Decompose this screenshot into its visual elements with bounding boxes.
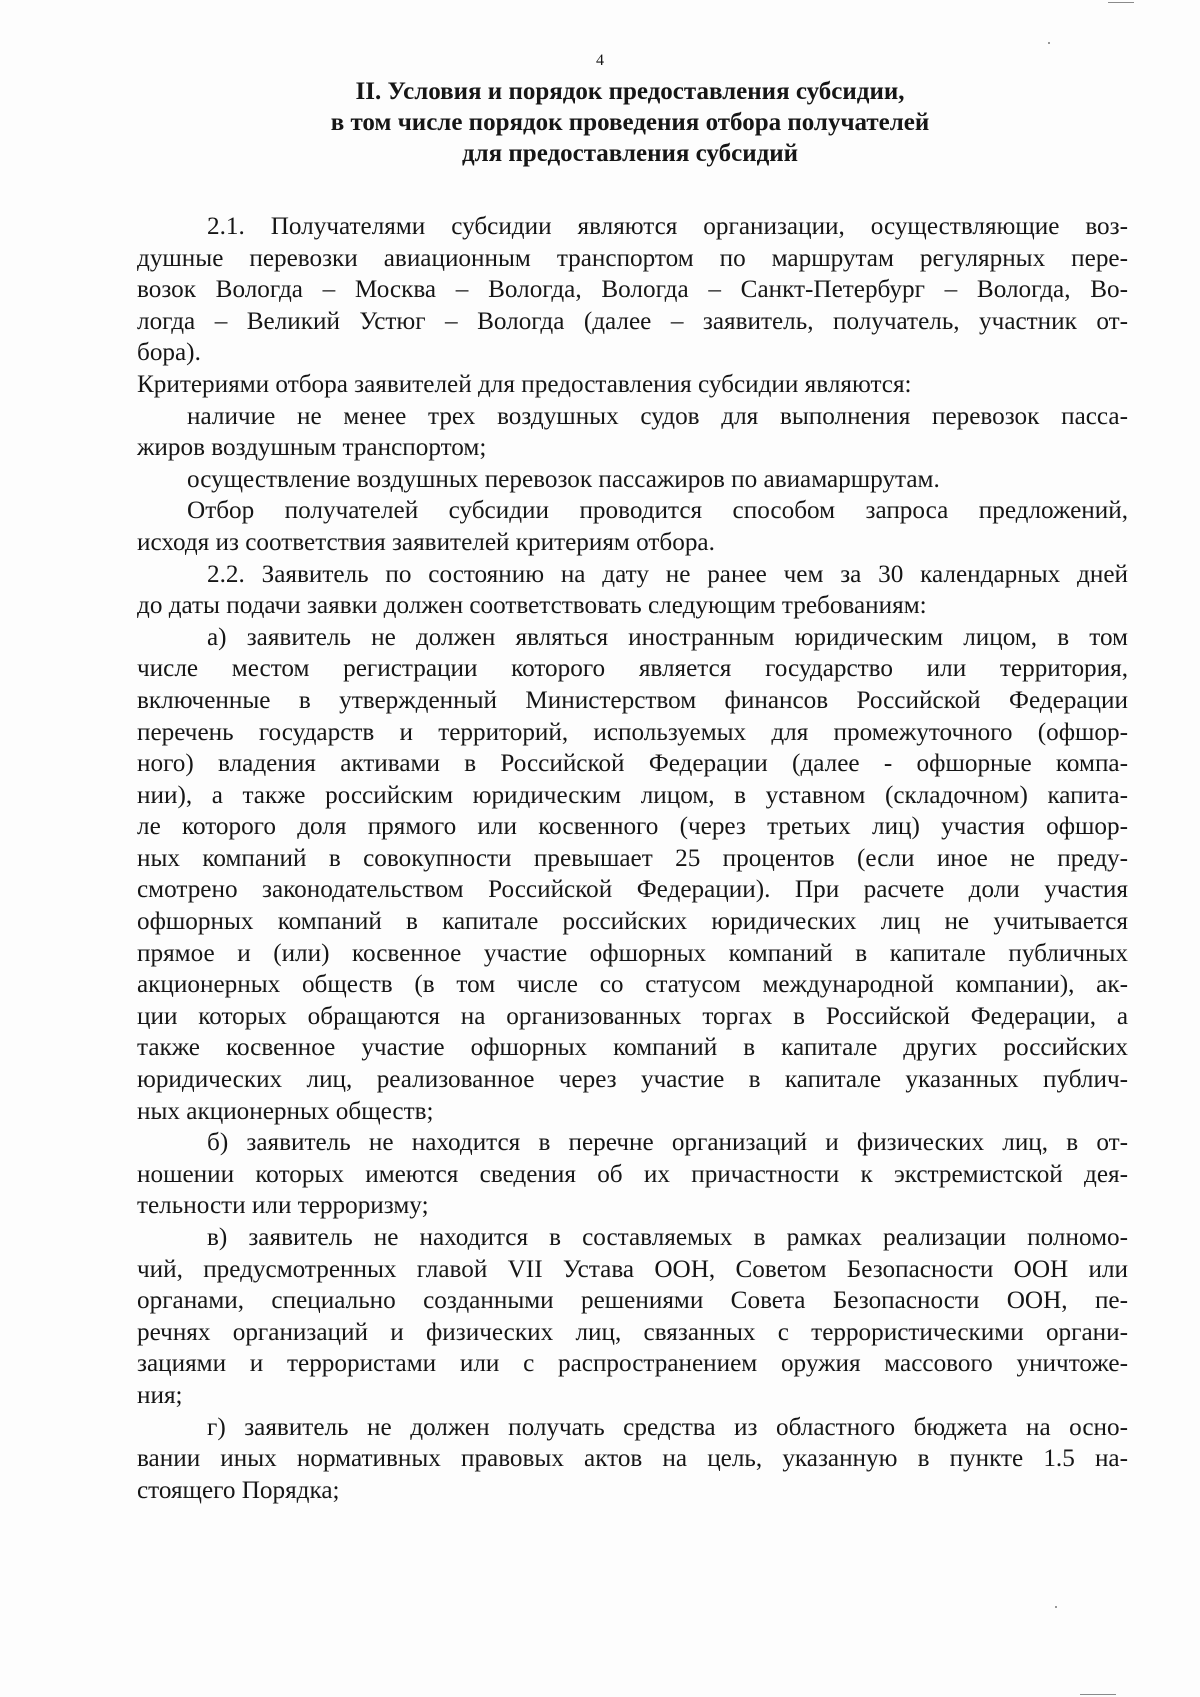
text-line: ношении которых имеются сведения об их причастности к экстремистской дея- <box>137 1160 1128 1188</box>
text-line: жиров воздушным транспортом; <box>137 434 487 462</box>
item-a <box>137 622 1128 1128</box>
page-number: 4 <box>596 52 604 69</box>
heading-line: в том числе порядок проведения отбора получателей <box>330 109 930 136</box>
text-line: стоящего Порядка; <box>137 1476 340 1504</box>
text-line: а) заявитель не должен являться иностранным юридическим лицом, в том <box>207 623 1128 651</box>
text-line: числе местом регистрации которого является государство или территория, <box>137 655 1128 683</box>
item-b <box>137 1127 1128 1222</box>
text-line: душные перевозки авиационным транспортом по маршрутам регулярных пере- <box>137 244 1128 272</box>
text-line: юридических лиц, реализованное через участие в капитале указанных публич- <box>137 1066 1128 1094</box>
scan-speck <box>1048 42 1050 44</box>
text-line: ния; <box>137 1381 183 1409</box>
scan-edge-mark <box>1080 1694 1116 1695</box>
paragraph-2-2 <box>137 559 1128 622</box>
text-line: ных акционерных обществ; <box>137 1097 434 1125</box>
text-line: ных компаний в совокупности превышает 25 процентов (если иное не преду- <box>137 844 1128 872</box>
text-line: г) заявитель не должен получать средства из областного бюджета на осно- <box>207 1413 1128 1441</box>
text-line: исходя из соответствия заявителей критериям отбора. <box>137 528 715 556</box>
text-line: 2.1. Получателями субсидии являются организации, осуществляющие воз- <box>207 213 1128 240</box>
item-v <box>137 1222 1128 1412</box>
text-line: прямое и (или) косвенное участие офшорных компаний в капитале публичных <box>137 939 1128 967</box>
text-line: бора). <box>137 339 201 367</box>
text-line: чий, предусмотренных главой VII Устава ООН, Советом Безопасности ООН или <box>137 1255 1128 1283</box>
text-line: логда – Великий Устюг – Вологда (далее – заявитель, получатель, участник от- <box>137 307 1128 335</box>
criterion-1 <box>137 401 1128 464</box>
section-heading <box>150 76 1110 169</box>
text-line: включенные в утвержденный Министерством финансов Российской Федерации <box>137 686 1128 714</box>
selection-paragraph <box>137 495 1128 558</box>
text-line: нии), а также российским юридическим лицом, в уставном (складочном) капита- <box>137 781 1128 809</box>
text-line: офшорных компаний в капитале российских юридических лиц не учитывается <box>137 908 1128 936</box>
text-line: б) заявитель не находится в перечне организаций и физических лиц, в от- <box>207 1129 1128 1157</box>
text-line: тельности или терроризму; <box>137 1192 429 1220</box>
text-line: ции которых обращаются на организованных торгах в Российской Федерации, а <box>137 1002 1128 1030</box>
text-line: также косвенное участие офшорных компаний в капитале других российских <box>137 1034 1128 1062</box>
text-line: ле которого доля прямого или косвенного (через третьих лиц) участия офшор- <box>137 813 1128 841</box>
text-line: смотрено законодательством Российской Федерации). При расчете доли участия <box>137 876 1128 904</box>
text-line: возок Вологда – Москва – Вологда, Вологда – Санкт-Петербург – Вологда, Во- <box>137 276 1128 304</box>
text-line: перечень государств и территорий, используемых для промежуточного (офшор- <box>137 718 1128 746</box>
heading-line: II. Условия и порядок предоставления субсидии, <box>355 78 905 105</box>
text-line: до даты подачи заявки должен соответствовать следующим требованиям: <box>137 592 927 620</box>
criterion-2: осуществление воздушных перевозок пассажиров по авиамаршрутам. <box>187 465 940 493</box>
text-line: 2.2. Заявитель по состоянию на дату не ранее чем за 30 календарных дней <box>207 560 1128 588</box>
text-line: зациями и террористами или с распространением оружия массового уничтоже- <box>137 1350 1128 1378</box>
heading-line: для предоставления субсидий <box>461 140 799 167</box>
text-line: Отбор получателей субсидии проводится способом запроса предложений, <box>187 497 1128 525</box>
text-line: акционерных обществ (в том числе со статусом международной компании), ак- <box>137 971 1128 999</box>
text-line: наличие не менее трех воздушных судов для выполнения перевозок пасса- <box>187 402 1128 430</box>
scan-edge-mark <box>1108 2 1134 3</box>
text-line: в) заявитель не находится в составляемых в рамках реализации полномо- <box>207 1224 1128 1251</box>
text-line: органами, специально созданными решениями Совета Безопасности ООН, пе- <box>137 1287 1128 1315</box>
criteria-intro: Критериями отбора заявителей для предоставления субсидии являются: <box>137 370 912 398</box>
text-line: вании иных нормативных правовых актов на цель, указанную в пункте 1.5 на- <box>137 1445 1128 1473</box>
paragraph-2-1 <box>137 211 1128 369</box>
text-line: речнях организаций и физических лиц, связанных с террористическими органи- <box>137 1318 1128 1346</box>
text-line: ного) владения активами в Российской Федерации (далее - офшорные компа- <box>137 750 1128 778</box>
document-body <box>137 211 1128 1506</box>
scan-speck <box>1055 1606 1057 1608</box>
item-g <box>137 1412 1128 1507</box>
